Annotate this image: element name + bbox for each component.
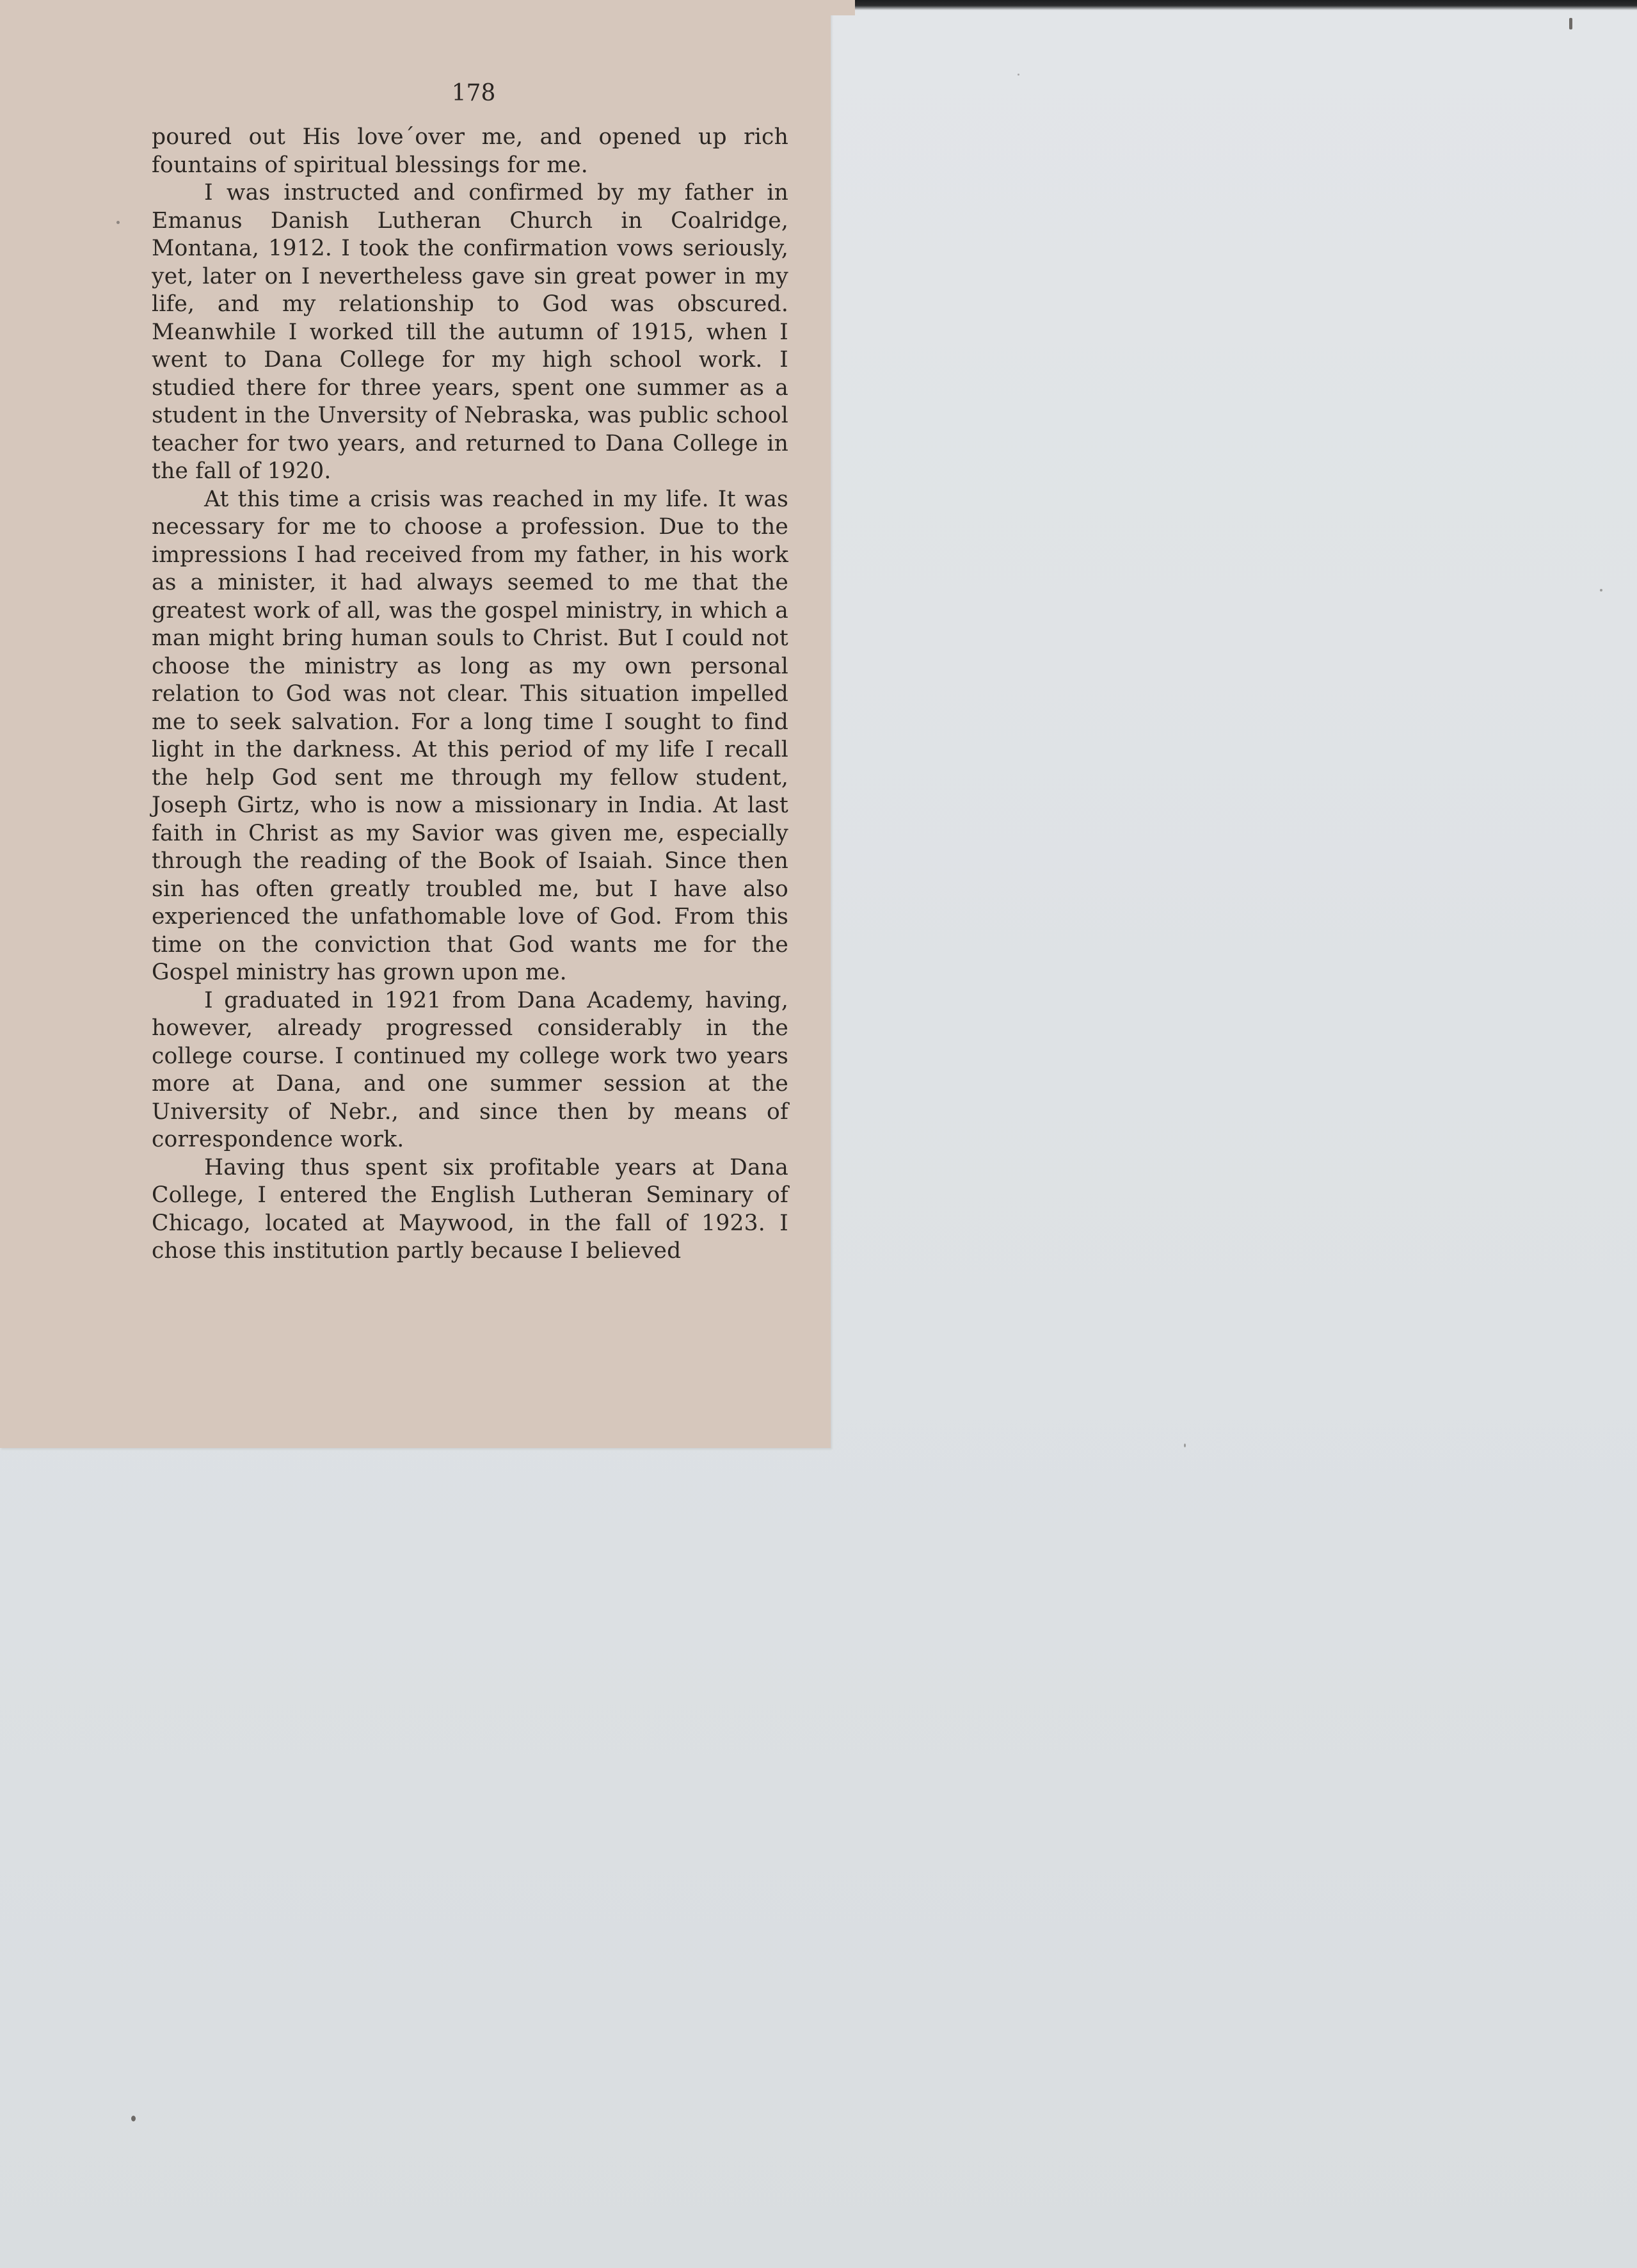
paragraph-3: At this time a crisis was reached in my life. It was necessary for me to choose a profession. Due to the impressions I had received from my father, in his work as a minister, it had always seemed to me that the greatest work of all, was the gospel ministry, in which a man might bring human souls to Christ. But I could not choose the ministry as long as my own personal relation to God was not clear. This situation impelled me to seek salvation. For a long time I sought to find light in the darkness. At this period of my life I recall the help God sent me through my fellow student, Joseph Girtz, who is now a missionary in India. At last faith in Christ as my Savior was given me, especially through the reading of the Book of Isaiah. Since then sin has often greatly troubled me, but I have also experienced the unfathomable love of God. From this time on the conviction that God wants me for the Gospel ministry has grown upon me. xyxy=(152,486,788,985)
dust-speck xyxy=(131,2116,136,2121)
page-number: 178 xyxy=(451,80,496,106)
paper-clipping-edge xyxy=(828,0,855,15)
dust-speck xyxy=(116,221,120,224)
dust-speck xyxy=(1569,18,1572,29)
dust-speck xyxy=(1018,74,1019,76)
paragraph-4: I graduated in 1921 from Dana Academy, having, however, already progressed considerably in the college course. I continued my college work two years more at Dana, and one summer session at the University of Nebr., and since then by means of correspondence work. xyxy=(152,987,788,1152)
body-text xyxy=(152,124,788,1266)
dust-speck xyxy=(1184,1444,1186,1447)
scanner-lid-shadow xyxy=(855,0,1637,10)
paragraph-5: Having thus spent six profitable years at Dana College, I entered the English Lutheran Seminary of Chicago, located at Maywood, in the fall of 1923. I chose this institution partly because I believed xyxy=(152,1154,788,1264)
paragraph-2: I was instructed and confirmed by my father in Emanus Danish Lutheran Church in Coalridge, Montana, 1912. I took the confirmation vows seriously, yet, later on I nevertheless gave sin great power in my life, and my relationship to God was obscured. Meanwhile I worked till the autumn of 1915, when I went to Dana College for my high school work. I studied there for three years, spent one summer as a student in the Unversity of Nebraska, was public school teacher for two years, and returned to Dana College in the fall of 1920. xyxy=(152,180,788,484)
paragraph-1: poured out His love´over me, and opened up rich fountains of spiritual blessings for me. xyxy=(152,124,788,178)
dust-speck xyxy=(1600,589,1602,591)
